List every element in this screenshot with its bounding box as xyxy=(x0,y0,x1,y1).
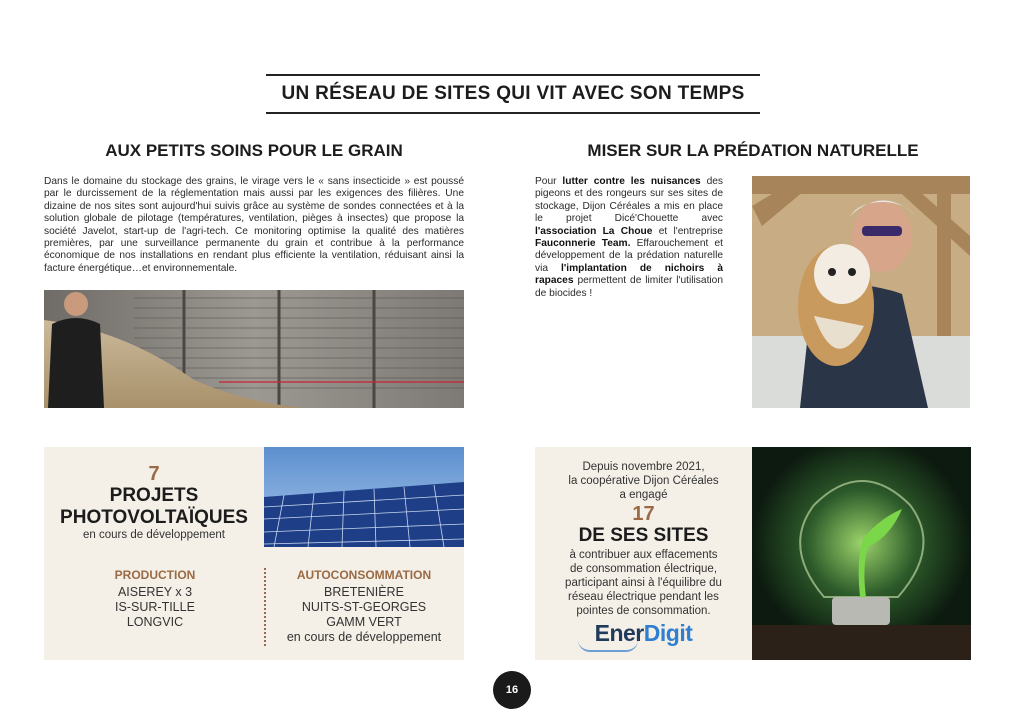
intro-line: la coopérative Dijon Céréales xyxy=(568,475,719,487)
desc-line: pointes de consommation. xyxy=(576,605,711,617)
enerdigit-intro xyxy=(535,460,752,502)
autoconsommation-label: AUTOCONSOMMATION xyxy=(296,568,432,582)
autoconsommation-item: GAMM VERT xyxy=(326,615,402,629)
left-section-title: AUX PETITS SOINS POUR LE GRAIN xyxy=(105,141,403,160)
solar-subtitle: en cours de développement xyxy=(83,529,225,541)
desc-line: réseau électrique pendant les xyxy=(568,591,719,603)
grain-storage-photo xyxy=(44,290,464,408)
right-paragraph xyxy=(535,176,723,300)
owl-falconer-photo xyxy=(752,176,970,408)
lightbulb-plant-photo xyxy=(752,447,971,660)
production-item: LONGVIC xyxy=(126,615,184,629)
text-run: Pour xyxy=(535,176,557,187)
solar-heading xyxy=(44,485,264,529)
intro-line: Depuis novembre 2021, xyxy=(582,461,705,473)
desc-line: participant ainsi à l'équilibre du xyxy=(565,577,722,589)
autoconsommation-item: NUITS-ST-GEORGES xyxy=(301,600,427,614)
enerdigit-logo xyxy=(535,620,752,647)
text-run: et l'entreprise xyxy=(658,225,723,237)
left-paragraph: Dans le domaine du stockage des grains, le virage vers le « sans insecticide » est poussé par le durcissement de la réglementation mais aussi par les exigences des filières. Une dizaine de nos sites sont aujourd'hui suivis grâce au système de sondes connectées et à la solution globale de pilotage (températures, ventilation, pièges à insectes) que propose la société Javelot, start-up de l'agri-tech. Ce monitoring optimise la qualité des matières premières, par une surveillance permanente du grain et contribue à la performance économique de nos installations en rendant plus efficiente la ventilation, réduisant ainsi la facture énergétique…et environnementale. xyxy=(44,176,464,274)
text-run: Effarouchement et développement de la prédation naturelle via xyxy=(535,238,724,274)
production-list xyxy=(44,585,266,630)
production-label: PRODUCTION xyxy=(114,568,196,582)
solar-heading-line: PROJETS xyxy=(109,485,199,506)
production-item: AISEREY x 3 xyxy=(117,585,193,599)
solar-count: 7 xyxy=(148,463,160,485)
sites-heading: DE SES SITES xyxy=(578,525,709,546)
page-title: UN RÉSEAU DE SITES QUI VIT AVEC SON TEMPS xyxy=(281,83,745,104)
production-item: IS-SUR-TILLE xyxy=(115,600,195,614)
text-run: des pigeons et des rongeurs sur ses sites de stockage, Dijon Céréales a mis en place le projet Dicé'Chouette avec xyxy=(535,176,723,225)
enerdigit-description xyxy=(535,548,752,618)
intro-line: a engagé xyxy=(619,489,668,501)
desc-line: à contribuer aux effacements xyxy=(569,549,718,561)
logo-swoosh xyxy=(578,640,638,652)
text-run-bold: lutter contre les nuisances xyxy=(562,176,701,187)
sites-count: 17 xyxy=(632,503,655,525)
logo-part-digit: Digit xyxy=(643,620,693,646)
text-run-bold: Fauconnerie Team. xyxy=(535,238,631,250)
page-number-badge xyxy=(493,671,531,709)
right-section-title: MISER SUR LA PRÉDATION NATURELLE xyxy=(587,141,919,160)
autoconsommation-item: BRETENIÈRE xyxy=(324,585,404,599)
solar-heading-line: PHOTOVOLTAÏQUES xyxy=(60,507,248,528)
solar-panel-photo xyxy=(264,447,464,547)
logo-part-ener: Ener xyxy=(594,620,644,646)
page-number: 16 xyxy=(505,684,519,696)
text-run-bold: l'association La Choue xyxy=(535,225,653,237)
autoconsommation-list xyxy=(264,585,464,645)
text-run-bold: l'implantation de nichoirs à rapaces xyxy=(535,262,723,287)
text-run: permettent de limiter l'utilisation de biocides ! xyxy=(535,275,723,299)
autoconsommation-item: en cours de développement xyxy=(286,630,442,644)
main-title-frame xyxy=(266,74,760,114)
desc-line: de consommation électrique, xyxy=(569,563,718,575)
